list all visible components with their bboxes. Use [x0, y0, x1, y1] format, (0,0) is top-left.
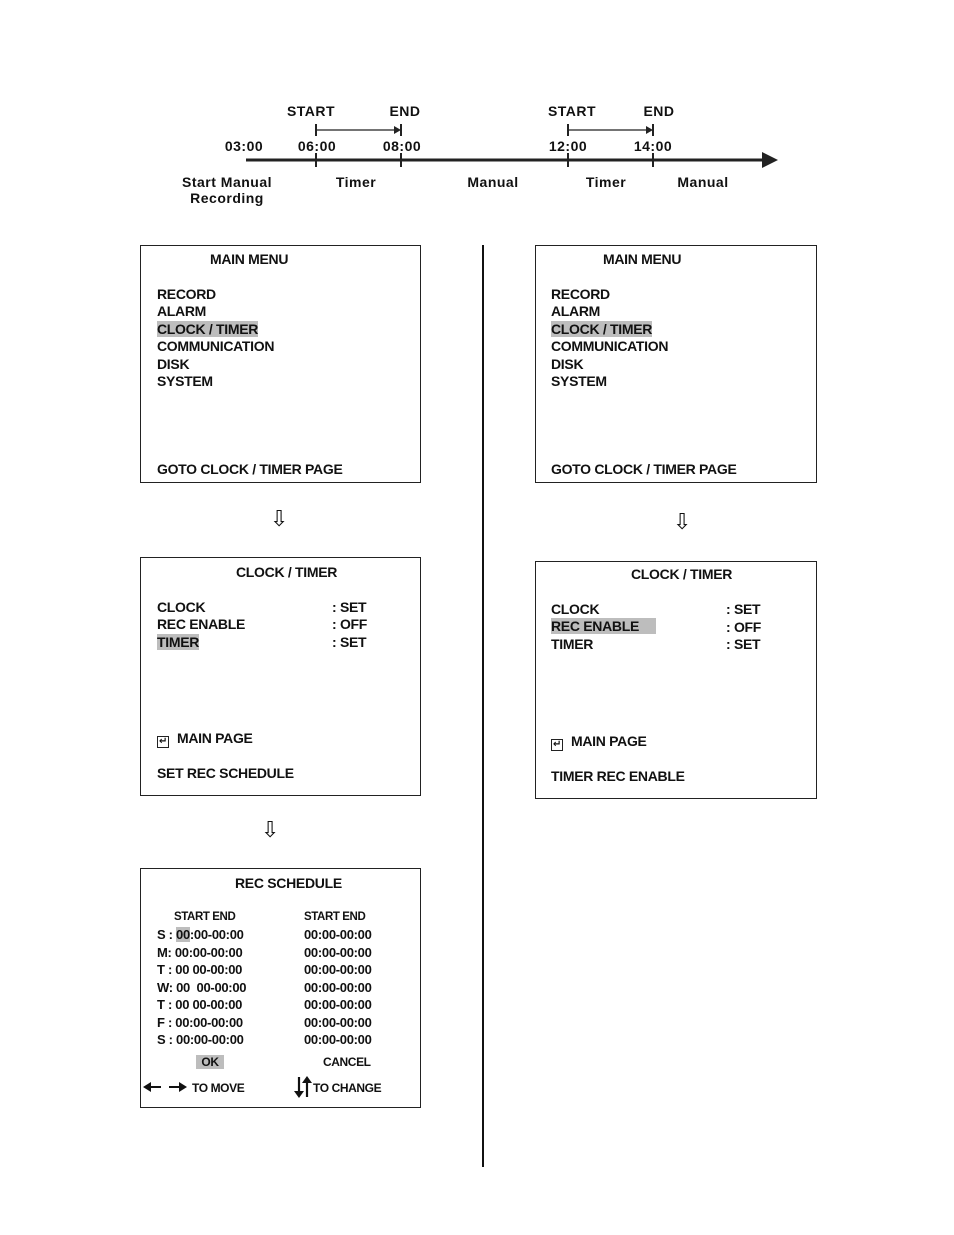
left-main-menu-panel: [140, 245, 421, 483]
schedule-row-mon[interactable]: M: 00:00-00:00: [157, 945, 243, 960]
flag-end-1: END: [389, 103, 421, 119]
row-clock-value: : SET: [332, 599, 367, 615]
menu-item-clock-timer[interactable]: CLOCK / TIMER: [551, 321, 653, 337]
time-0300: 03:00: [224, 138, 264, 154]
col-header-left: START END: [174, 911, 236, 923]
bracket1-arrow: [394, 126, 401, 134]
schedule-row-sun-2[interactable]: 00:00-00:00: [304, 927, 372, 942]
schedule-row-sat[interactable]: S : 00:00-00:00: [157, 1032, 244, 1047]
row-timer-value: : SET: [332, 634, 367, 650]
segment-timer-2: Timer: [585, 174, 627, 190]
row-clock-label[interactable]: CLOCK: [157, 599, 206, 615]
enter-icon: ↵: [158, 736, 168, 747]
cursor-field[interactable]: 00: [176, 927, 190, 942]
row-rec-enable-label[interactable]: REC ENABLE: [157, 616, 246, 632]
panel-footer: GOTO CLOCK / TIMER PAGE: [157, 461, 343, 477]
panel-title: MAIN MENU: [603, 251, 682, 267]
change-hint: TO CHANGE: [313, 1081, 382, 1095]
schedule-row-thu-2[interactable]: 00:00-00:00: [304, 997, 372, 1012]
move-hint: TO MOVE: [192, 1081, 245, 1095]
segment-timer-1: Timer: [335, 174, 377, 190]
start-manual-line2: Recording: [190, 190, 264, 206]
right-main-menu-panel: [535, 245, 817, 483]
timeline-arrowhead: [762, 152, 778, 168]
start-manual-line1: Start Manual: [181, 174, 273, 190]
cancel-button[interactable]: CANCEL: [323, 1055, 371, 1069]
left-right-arrows-icon: [143, 1079, 189, 1095]
panel-title: REC SCHEDULE: [235, 875, 342, 891]
ok-button[interactable]: OK: [196, 1055, 224, 1069]
flag-start-2: START: [547, 103, 597, 119]
main-page-link[interactable]: [157, 730, 253, 748]
schedule-row-wed[interactable]: W: 00 00-00:00: [157, 980, 247, 995]
schedule-row-fri-2[interactable]: 00:00-00:00: [304, 1015, 372, 1030]
menu-item-alarm[interactable]: ALARM: [551, 303, 601, 319]
rec-schedule-panel: [140, 868, 421, 1108]
panel-footer: TIMER REC ENABLE: [551, 768, 685, 784]
schedule-row-sun[interactable]: [157, 927, 244, 942]
time-0800: 08:00: [382, 138, 422, 154]
time-range: :00-00:00: [189, 927, 244, 942]
down-arrow-icon: ⇩: [270, 507, 289, 532]
schedule-row-sat-2[interactable]: 00:00-00:00: [304, 1032, 372, 1047]
timeline-graphic: [0, 0, 954, 230]
schedule-row-fri[interactable]: F : 00:00-00:00: [157, 1015, 243, 1030]
column-divider: [482, 245, 484, 1167]
row-timer-label[interactable]: TIMER: [551, 636, 594, 652]
schedule-row-mon-2[interactable]: 00:00-00:00: [304, 945, 372, 960]
menu-item-communication[interactable]: COMMUNICATION: [157, 338, 275, 354]
row-timer-value: : SET: [726, 636, 761, 652]
schedule-row-wed-2[interactable]: 00:00-00:00: [304, 980, 372, 995]
main-page-label: MAIN PAGE: [177, 730, 253, 746]
col-header-right: START END: [304, 911, 366, 923]
schedule-row-tue-2[interactable]: 00:00-00:00: [304, 962, 372, 977]
right-clock-timer-panel: [535, 561, 817, 799]
enter-icon: ↵: [552, 739, 562, 750]
time-1200: 12:00: [548, 138, 588, 154]
menu-item-disk[interactable]: DISK: [157, 356, 190, 372]
panel-title: CLOCK / TIMER: [236, 564, 338, 580]
down-arrow-icon: ⇩: [261, 818, 280, 843]
menu-item-system[interactable]: SYSTEM: [157, 373, 213, 389]
menu-item-alarm[interactable]: ALARM: [157, 303, 207, 319]
menu-item-record[interactable]: RECORD: [551, 286, 610, 302]
row-rec-enable-value: : OFF: [332, 616, 368, 632]
panel-title: CLOCK / TIMER: [631, 566, 733, 582]
menu-item-clock-timer[interactable]: CLOCK / TIMER: [157, 321, 259, 337]
row-clock-label[interactable]: CLOCK: [551, 601, 600, 617]
panel-footer: GOTO CLOCK / TIMER PAGE: [551, 461, 737, 477]
flag-end-2: END: [643, 103, 675, 119]
bracket2-arrow: [646, 126, 653, 134]
main-page-label: MAIN PAGE: [571, 733, 647, 749]
day-label: S :: [157, 927, 173, 942]
schedule-row-thu[interactable]: T : 00 00-00:00: [157, 997, 243, 1012]
time-1400: 14:00: [633, 138, 673, 154]
menu-item-communication[interactable]: COMMUNICATION: [551, 338, 669, 354]
panel-footer: SET REC SCHEDULE: [157, 765, 294, 781]
menu-item-system[interactable]: SYSTEM: [551, 373, 607, 389]
row-rec-enable-label[interactable]: REC ENABLE: [551, 618, 656, 634]
up-down-arrows-icon: [294, 1075, 314, 1099]
segment-manual-2: Manual: [677, 174, 729, 190]
down-arrow-icon: ⇩: [673, 510, 692, 535]
row-rec-enable-value: : OFF: [726, 619, 762, 635]
row-clock-value: : SET: [726, 601, 761, 617]
time-0600: 06:00: [297, 138, 337, 154]
menu-item-record[interactable]: RECORD: [157, 286, 216, 302]
schedule-row-tue[interactable]: T : 00 00-00:00: [157, 962, 243, 977]
segment-manual-1: Manual: [467, 174, 519, 190]
flag-start-1: START: [286, 103, 336, 119]
main-page-link[interactable]: [551, 733, 647, 751]
panel-title: MAIN MENU: [210, 251, 289, 267]
left-clock-timer-panel: [140, 557, 421, 796]
row-timer-label[interactable]: TIMER: [157, 634, 200, 650]
menu-item-disk[interactable]: DISK: [551, 356, 584, 372]
